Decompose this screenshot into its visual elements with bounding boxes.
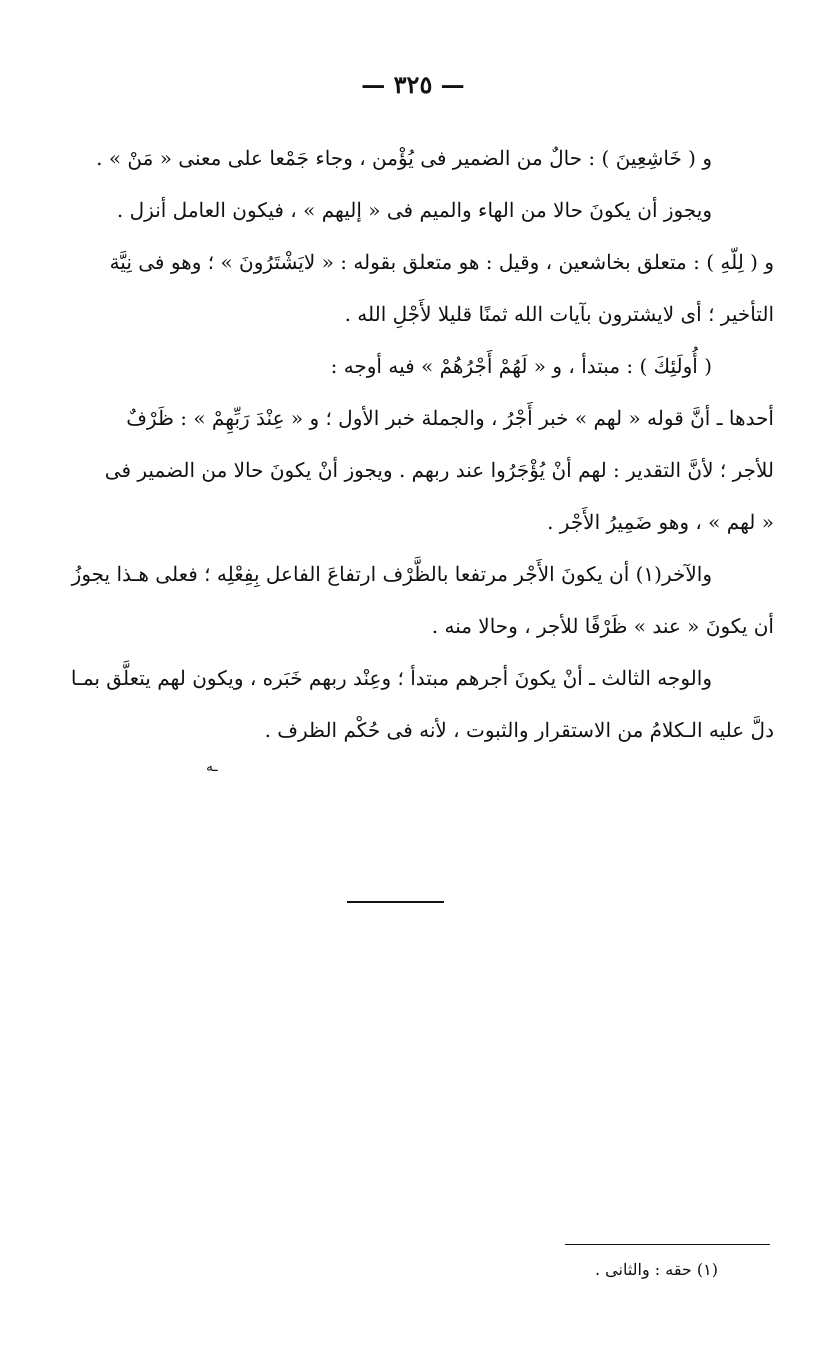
footnote-divider <box>565 1244 770 1245</box>
body-line-8: « لهم » ، وهو ضَمِيرُ الأَجْر . <box>547 510 774 534</box>
body-line-1: و ( خَاشِعِينَ ) : حالٌ من الضمير فى يُؤْمن ، وجاء جَمْعا على معنى « مَنْ » . <box>96 146 712 170</box>
body-line-9: والآخر(١) أن يكونَ الأَجْر مرتفعا بالظَّرْف ارتفاعَ الفاعل بِفِعْلِه ؛ فعلى هـذا يجوزُ <box>71 562 712 586</box>
body-line-5: ( أُولَئِكَ ) : مبتدأ ، و « لَهُمْ أَجْرُهُمْ » فيه أوجه : <box>330 354 712 378</box>
body-line-11: والوجه الثالث ـ أنْ يكونَ أجرهم مبتدأ ؛ وعِنْد ربهم خَبَره ، ويكون لهم يتعلَّق بمـا <box>70 666 712 690</box>
page-number: — ٣٢٥ — <box>361 70 465 99</box>
body-line-4: التأخير ؛ أى لايشترون بآيات الله ثمنًا قليلا لأَجْلِ الله . <box>344 302 774 326</box>
ink-mark: ـه <box>206 759 218 775</box>
body-line-6: أحدها ـ أنَّ قوله « لهم » خبر أَجْرُ ، والجملة خبر الأول ؛ و « عِنْدَ رَبِّهِمْ » : ظَرْفٌ <box>126 406 774 430</box>
body-line-12: دلَّ عليه الـكلامُ من الاستقرار والثبوت ، لأنه فى حُكْم الظرف . <box>264 718 774 742</box>
body-line-10: أن يكونَ « عند » ظَرْفًا للأجر ، وحالا منه . <box>431 614 774 638</box>
section-divider <box>347 901 444 903</box>
body-line-3: و ( لِلّهِ ) : متعلق بخاشعين ، وقيل : هو متعلق بقوله : « لايَشْتَرُونَ » ؛ وهو فى نِيَّة <box>109 250 774 274</box>
body-text <box>44 132 774 756</box>
footnote: (١) حقه : والثانى . <box>594 1260 718 1279</box>
body-line-2: ويجوز أن يكونَ حالا من الهاء والميم فى « إليهم » ، فيكون العامل أنزل . <box>116 198 712 222</box>
body-line-7: للأجر ؛ لأنَّ التقدير : لهم أنْ يُؤْجَرُوا عند ربهم . ويجوز أنْ يكونَ حالا من الضمير فى <box>104 458 774 482</box>
